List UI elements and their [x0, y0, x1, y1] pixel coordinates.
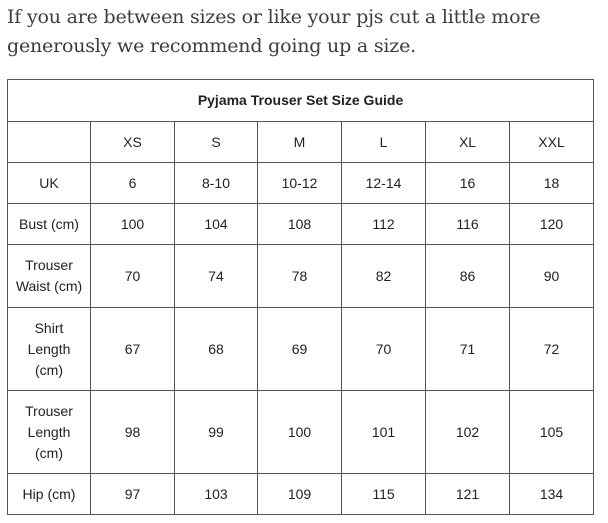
intro-paragraph [7, 3, 602, 61]
table-title: Pyjama Trouser Set Size Guide [8, 80, 594, 122]
table-row-trouser-length [8, 391, 594, 474]
table-cell: 8-10 [175, 163, 258, 204]
table-cell: 115 [342, 474, 426, 515]
size-header-xxl: XXL [510, 122, 594, 163]
table-cell: 18 [510, 163, 594, 204]
row-label-line: (cm) [35, 444, 63, 461]
row-label-trouser-waist [8, 245, 91, 308]
table-cell: 69 [258, 308, 342, 391]
row-label-line: Trouser [25, 257, 73, 273]
table-cell: 10-12 [258, 163, 342, 204]
table-cell: 100 [258, 391, 342, 474]
row-label-line: Length [27, 423, 71, 440]
table-cell: 97 [91, 474, 175, 515]
table-cell: 121 [426, 474, 510, 515]
table-cell: 74 [175, 245, 258, 308]
table-cell: 105 [510, 391, 594, 474]
table-cell: 70 [91, 245, 175, 308]
row-label-line: Waist (cm) [15, 278, 83, 294]
table-cell: 116 [426, 204, 510, 245]
table-cell: 99 [175, 391, 258, 474]
table-cell: 108 [258, 204, 342, 245]
table-row-bust [8, 204, 594, 245]
table-cell: 100 [91, 204, 175, 245]
table-cell: 82 [342, 245, 426, 308]
size-header-xs: XS [91, 122, 175, 163]
table-cell: 68 [175, 308, 258, 391]
table-cell: 90 [510, 245, 594, 308]
size-header-m: M [258, 122, 342, 163]
row-label-bust: Bust (cm) [8, 204, 91, 245]
table-cell: 70 [342, 308, 426, 391]
table-cell: 104 [175, 204, 258, 245]
table-row-shirt-length [8, 308, 594, 391]
table-row-hip [8, 474, 594, 515]
row-label-shirt-length [8, 308, 91, 391]
table-cell: 12-14 [342, 163, 426, 204]
table-cell: 103 [175, 474, 258, 515]
table-cell: 101 [342, 391, 426, 474]
row-label-line: (cm) [35, 361, 63, 378]
header-corner-cell [8, 122, 91, 163]
size-header-row [8, 122, 594, 163]
table-row-uk [8, 163, 594, 204]
table-cell: 6 [91, 163, 175, 204]
intro-line-1: If you are between sizes or like your pjs cut a little more [7, 6, 541, 28]
table-cell: 134 [510, 474, 594, 515]
table-cell: 16 [426, 163, 510, 204]
row-label-line: Shirt [34, 319, 64, 336]
table-cell: 112 [342, 204, 426, 245]
intro-line-2: generously we recommend going up a size. [7, 35, 416, 57]
row-label-line: Trouser [25, 402, 73, 419]
size-header-l: L [342, 122, 426, 163]
table-cell: 71 [426, 308, 510, 391]
table-row-trouser-waist [8, 245, 594, 308]
table-cell: 98 [91, 391, 175, 474]
row-label-line: Length [27, 340, 71, 357]
size-guide-table [7, 79, 594, 515]
row-label-uk: UK [8, 163, 91, 204]
table-cell: 67 [91, 308, 175, 391]
table-cell: 86 [426, 245, 510, 308]
table-cell: 120 [510, 204, 594, 245]
size-header-s: S [175, 122, 258, 163]
row-label-trouser-length [8, 391, 91, 474]
table-cell: 109 [258, 474, 342, 515]
size-header-xl: XL [426, 122, 510, 163]
table-cell: 72 [510, 308, 594, 391]
row-label-hip: Hip (cm) [8, 474, 91, 515]
table-cell: 78 [258, 245, 342, 308]
table-cell: 102 [426, 391, 510, 474]
